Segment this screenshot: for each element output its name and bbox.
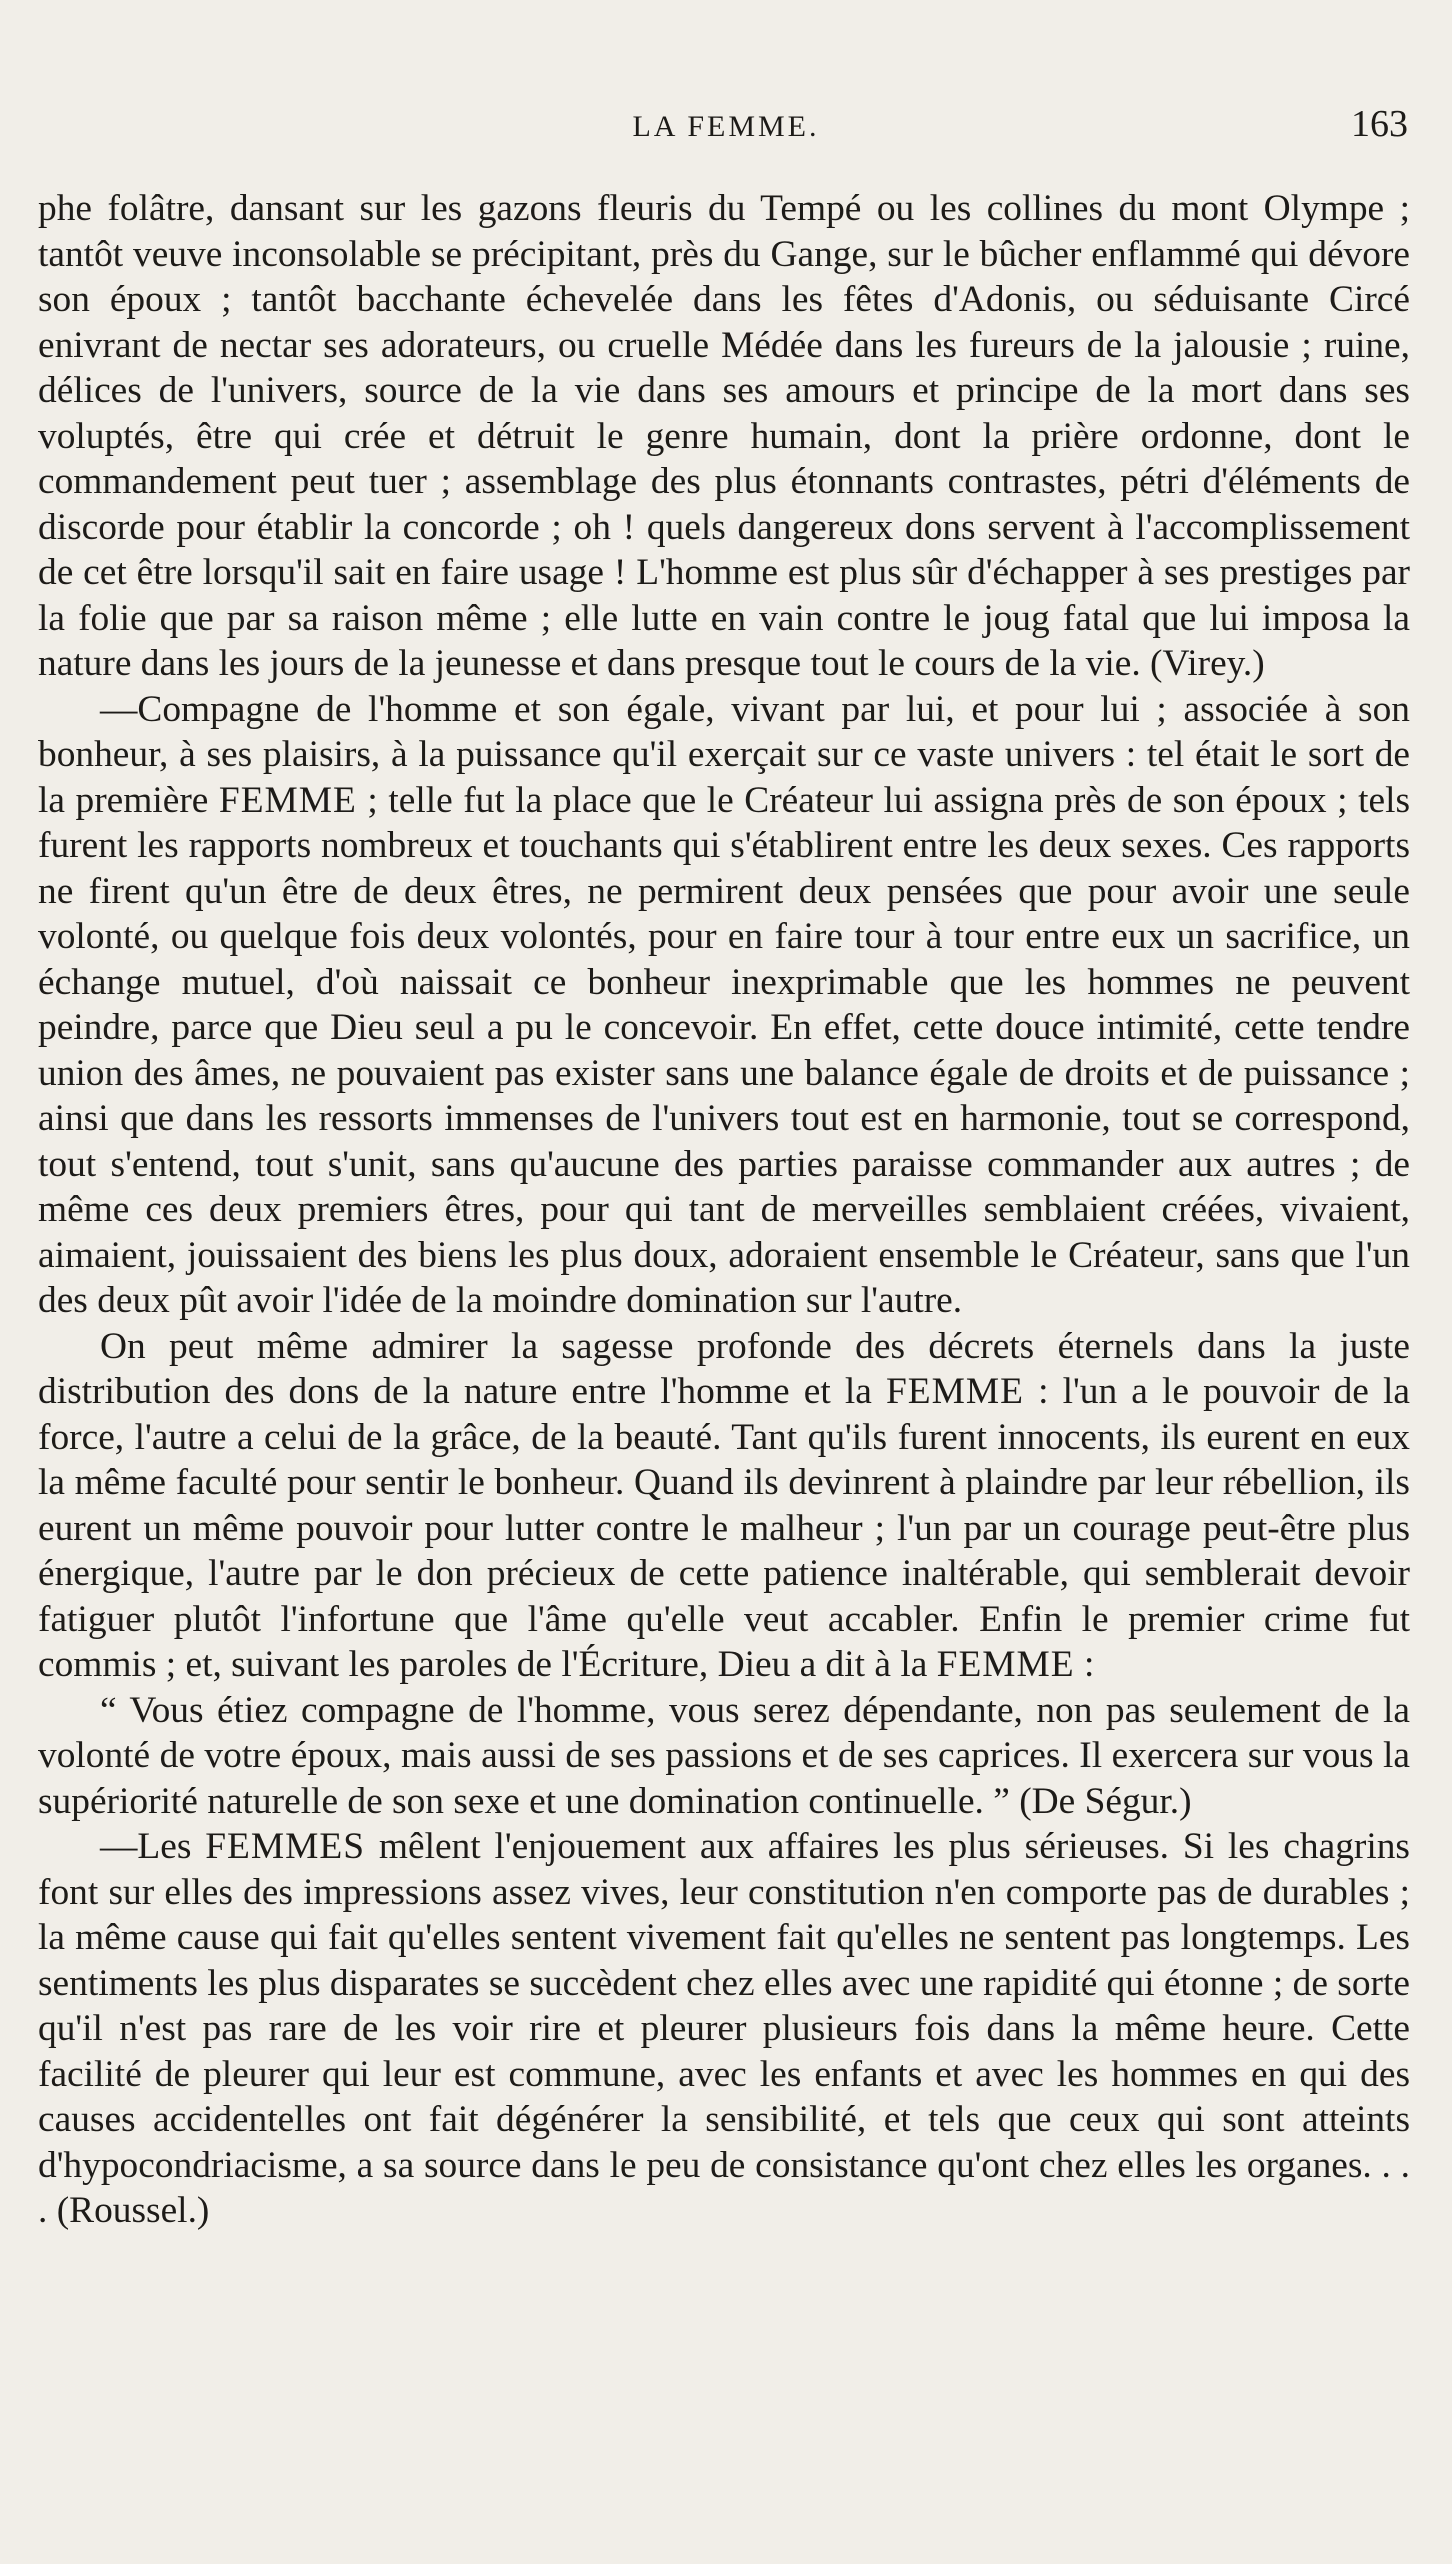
text-run: ; telle fut la place que le Créateur lui assigna près de son époux ; tels furent les rapports nombreux et touchants qui s'établirent entre les deux sexes. Ces rapports ne firent qu'un être de deux êtres, ne permirent deux pensées que pour avoir une seule volonté, ou quelque fois deux volontés, pour en faire tour à tour entre eux un sacrifice, un échange mutuel, d'où naissait ce bonheur inexprimable que les hommes ne peuvent peindre, parce que Dieu seul a pu le concevoir. En effet, cette douce intimité, cette tendre union des âmes, ne pouvaient pas exister sans une balance égale de droits et de puissance ; ainsi que dans les ressorts immenses de l'univers tout est en harmonie, tout se correspond, tout s'entend, tout s'unit, sans qu'aucune des parties paraisse commander aux autres ; de même ces deux premiers êtres, pour qui tant de merveilles semblaient créées, vivaient, aimaient, jouissaient des biens les plus doux, adoraient ensemble le Créateur, sans que l'un des deux pût avoir l'idée de la moindre domination sur l'autre.: [38, 779, 1411, 1321]
text-run: —Les: [100, 1826, 206, 1867]
page-number: 163: [1351, 103, 1408, 145]
small-caps-term: FEMME: [936, 1644, 1075, 1685]
text-run: : l'un a le pouvoir de la force, l'autre a celui de la grâce, de la beauté. Tant qu'ils furent innocents, ils eurent en eux la même faculté pour sentir le bonheur. Quand ils devinrent à plaindre par leur rébellion, ils eurent un même pouvoir pour lutter contre le malheur ; l'un par un courage peut-être plus énergique, l'autre par le don précieux de cette patience inaltérable, qui semblerait devoir fatiguer plutôt l'infortune que l'âme qu'elle veut accabler. Enfin le premier crime fut commis ; et, suivant les paroles de l'Écriture, Dieu a dit à la: [38, 1371, 1411, 1685]
body-text: [38, 186, 1410, 2234]
running-title: LA FEMME.: [632, 110, 820, 143]
small-caps-term: FEMMES: [205, 1826, 366, 1867]
text-run: mêlent l'enjouement aux affaires les plus sérieuses. Si les chagrins font sur elles des impressions assez vives, leur constitution n'en comporte pas de durables ; la même cause qui fait qu'elles sentent vivement fait qu'elles ne sentent pas longtemps. Les sentiments les plus disparates se succèdent chez elles avec une rapidité qui étonne ; de sorte qu'il n'est pas rare de les voir rire et pleurer plusieurs fois dans la même heure. Cette facilité de pleurer qui leur est commune, avec les enfants et avec les hommes en qui des causes accidentelles ont fait dégénérer la sensibilité, et tels que ceux qui sont atteints d'hypocondriacisme, a sa source dans le peu de consistance qu'ont chez elles les organes. . . . (Roussel.): [38, 1826, 1410, 2231]
small-caps-term: FEMME: [218, 779, 357, 821]
page-header: [44, 96, 1408, 156]
text-run: :: [1074, 1644, 1095, 1685]
quotation: “ Vous étiez compagne de l'homme, vous serez dépendante, non pas seulement de la volonté de votre époux, mais aussi de ses passions et de ses caprices. Il exercera sur vous la supériorité naturelle de son sexe et une domination continuelle. ” (De Ségur.): [38, 1689, 1410, 1822]
paragraph-2: [38, 687, 1410, 1324]
paragraph-3: [38, 1324, 1410, 1688]
text-run: On peut même admirer la sagesse profonde des décrets éternels dans la juste distribution des dons de la nature entre l'homme et la: [38, 1325, 1410, 1412]
paragraph-1: [38, 186, 1410, 687]
text-run: —Compagne de l'homme et son égale, vivant par lui, et pour lui ; associée à son bonheur, à ses plaisirs, à la puissance qu'il exerçait sur ce vaste univers : tel était le sort de la première: [38, 688, 1410, 821]
paragraph-4: [38, 1824, 1410, 2234]
text-run: phe folâtre, dansant sur les gazons fleuris du Tempé ou les collines du mont Olympe ; tantôt veuve inconsolable se précipitant, près du Gange, sur le bûcher enflammé qui dévore son époux ; tantôt bacchante échevelée dans les fêtes d'Adonis, ou séduisante Circé enivrant de nectar ses adorateurs, ou cruelle Médée dans les fureurs de la jalousie ; ruine, délices de l'univers, source de la vie dans ses amours et principe de la mort dans ses voluptés, être qui crée et détruit le genre humain, dont la prière ordonne, dont le commandement peut tuer ; assemblage des plus étonnants contrastes, pétri d'éléments de discorde pour établir la concorde ; oh ! quels dangereux dons servent à l'accomplissement de cet être lorsqu'il sait en faire usage ! L'homme est plus sûr d'échapper à ses prestiges par la folie que par sa raison même ; elle lutte en vain contre le joug fatal que lui imposa la nature dans les jours de la jeunesse et dans presque tout le cours de la vie. (Virey.): [38, 188, 1410, 684]
small-caps-term: FEMME: [885, 1371, 1024, 1412]
